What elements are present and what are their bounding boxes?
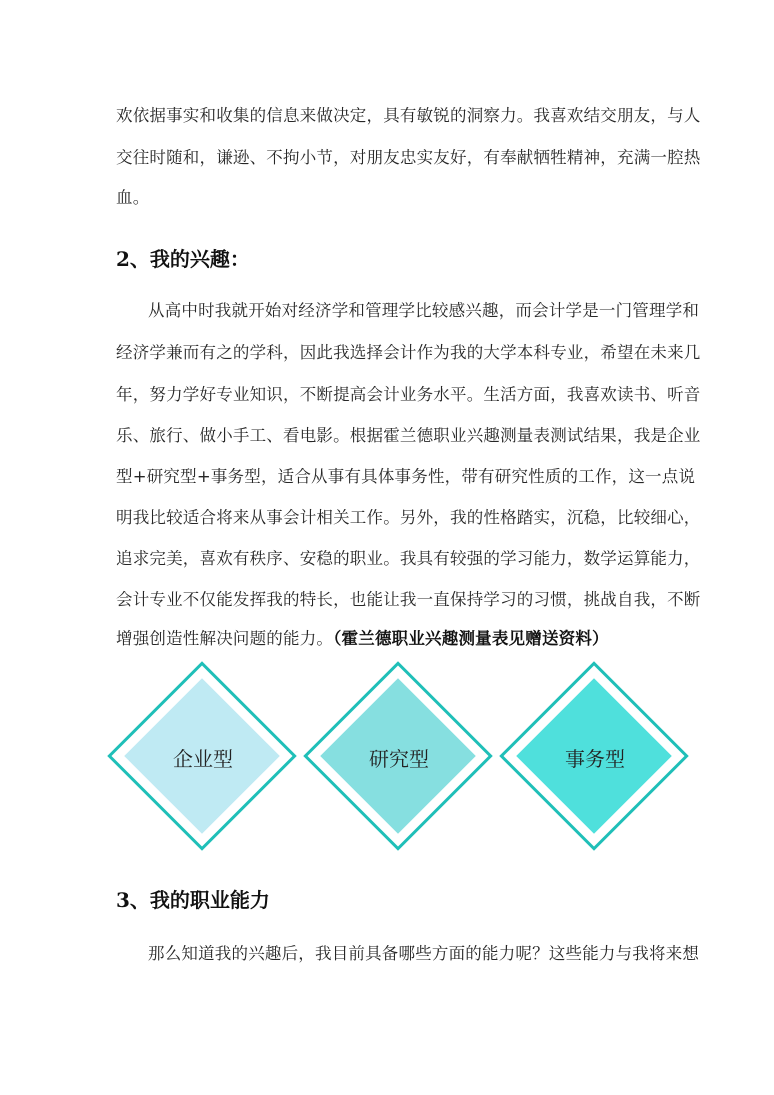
paragraph-line [116, 629, 676, 649]
paragraph-line: 会计专业不仅能发挥我的特长，也能让我一直保持学习的习惯，挑战自我，不断 [116, 590, 701, 609]
paragraph-text: 增强创造性解决问题的能力。 [116, 629, 334, 648]
paragraph-line: 明我比较适合将来从事会计相关工作。另外，我的性格踏实，沉稳，比较细心， [116, 508, 701, 527]
section-heading-abilities: 3、我的职业能力 [116, 888, 270, 912]
diamond-label: 研究型 [369, 746, 429, 771]
paragraph-line: 从高中时我就开始对经济学和管理学比较感兴趣，而会计学是一门管理学和 [148, 301, 700, 320]
diamond-conventional-type [499, 661, 691, 853]
diamond-research-type [303, 661, 495, 853]
paragraph-line: 欢依据事实和收集的信息来做决定，具有敏锐的洞察力。我喜欢结交朋友，与人 [116, 106, 701, 125]
diamond-label: 企业型 [173, 746, 233, 771]
paragraph-line: 年，努力学好专业知识，不断提高会计业务水平。生活方面，我喜欢读书、听音 [116, 385, 701, 404]
paragraph-line: 乐、旅行、做小手工、看电影。根据霍兰德职业兴趣测量表测试结果，我是企业 [116, 426, 701, 445]
paragraph-line: 经济学兼而有之的学科，因此我选择会计作为我的大学本科专业，希望在未来几 [116, 343, 701, 362]
paragraph-line: 追求完美，喜欢有秩序、安稳的职业。我具有较强的学习能力，数学运算能力， [116, 549, 701, 568]
section-heading-interests: 2、我的兴趣： [116, 247, 250, 271]
reference-note: （霍兰德职业兴趣测量表见赠送资料） [333, 629, 609, 648]
diamond-label: 事务型 [565, 746, 625, 771]
paragraph-line: 那么知道我的兴趣后，我目前具备哪些方面的能力呢？这些能力与我将来想 [148, 944, 700, 963]
paragraph-line: 血。 [116, 188, 150, 207]
diamond-enterprise-type [107, 661, 299, 853]
paragraph-line: 型+研究型+事务型，适合从事有具体事务性，带有研究性质的工作，这一点说 [116, 467, 696, 486]
paragraph-line: 交往时随和，谦逊、不拘小节，对朋友忠实友好，有奉献牺牲精神，充满一腔热 [116, 148, 701, 167]
